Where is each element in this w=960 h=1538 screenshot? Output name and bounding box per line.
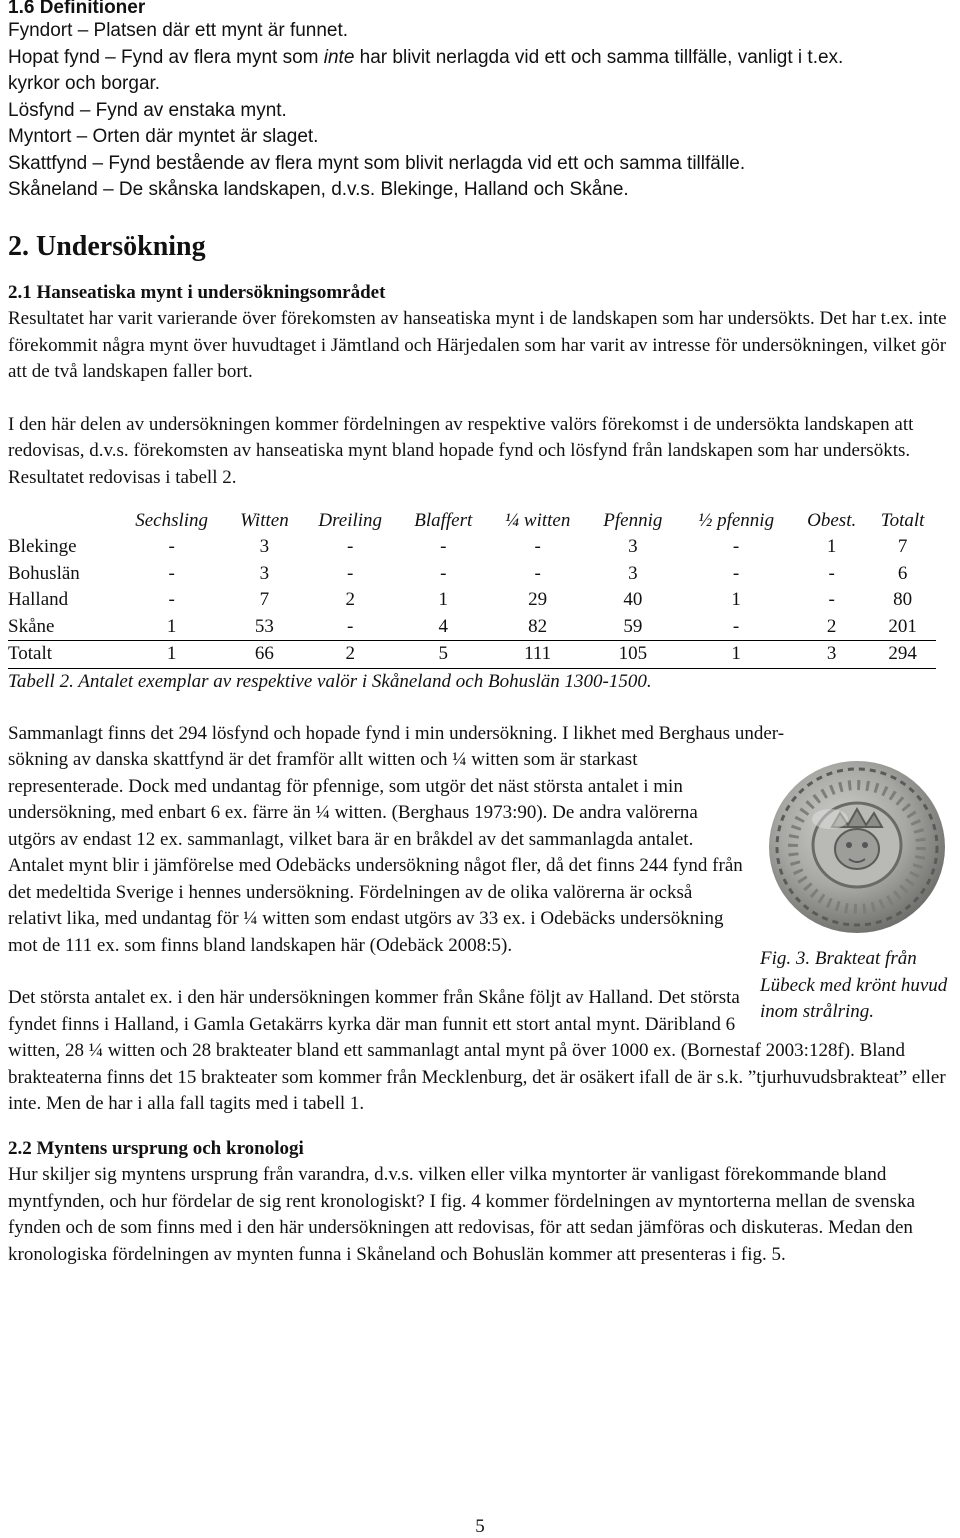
table-cell: -: [347, 615, 354, 637]
definitions-list: [8, 18, 956, 204]
table-cell: 1: [826, 536, 837, 558]
table-cell: 7: [897, 536, 908, 558]
definition-text: Myntort – Orten där myntet är slaget.: [8, 126, 319, 147]
table-cell: -: [732, 562, 740, 584]
table-total-row: [8, 641, 936, 669]
table-cell: 29: [528, 589, 548, 611]
table-cell: -: [168, 562, 175, 584]
table-cell: 3: [628, 562, 638, 584]
definition-line: [8, 124, 956, 151]
table-cell: -: [732, 536, 740, 558]
definition-line: [8, 71, 956, 98]
table-cell: 1: [731, 589, 741, 611]
table-caption: Tabell 2. Antalet exemplar av respektive valör i Skåneland och Bohuslän 1300-1500.: [8, 670, 652, 692]
table-cell: 5: [399, 641, 488, 669]
page-number: 5: [475, 1516, 485, 1537]
definitions-heading: 1.6 Definitioner: [8, 0, 146, 18]
paragraph: Det största antalet ex. i den här undersökningen kommer från Skåne följt av Halland. Det största fyndet finns i Halland, i Gamla Getakärrs kyrka där man funnit ett stort antal mynt. Däribland 6 witten, 28 ¼ witten och 28 brakteater bland ett sammanlagt antal mynt på över 1000 ex. (Bornestaf 2003:128f). Bland brakteaterna finns det 15 brakteater som kommer från Mecklenburg, det är osäkert ifall de är s.k. ”tjurhuvudsbrakteat” eller inte. Men de har i alla fall tagits med i tabell 1.: [8, 987, 946, 1114]
paragraph: I den här delen av undersökningen kommer fördelningen av respektive valörs förekomst i de undersökta landskapen att redovisas, d.v.s. förekomsten av hanseatiska mynt bland hopade fynd och lösfynd från landskapen som har undersökts. Resultatet redovisas i tabell 2.: [8, 413, 914, 488]
table-header: Blaffert: [414, 509, 473, 531]
table-cell: -: [440, 562, 447, 584]
table-cell: 80: [893, 589, 913, 611]
table-cell: -: [828, 562, 835, 584]
table-cell: 2: [826, 615, 837, 637]
table-header: [8, 507, 116, 534]
table-row-label: Bohuslän: [8, 562, 80, 584]
table-cell: -: [534, 536, 541, 558]
definition-text: har blivit nerlagda vid ett och samma tillfälle, vanligt i t.ex.: [354, 46, 844, 68]
table-cell: -: [440, 536, 447, 558]
figure-caption: Fig. 3. Brakteat från Lübeck med krönt huvud inom strålring.: [760, 948, 948, 1022]
paragraph: sökning av danska skattfynd är det framför allt witten och ¼ witten som är starkast representerade. Dock med undantag för pfennige, som utgör det näst största antalet i min undersökning, med enbart 6 ex. färre än ¼ witten. (Berghaus 1973:90). De andra valörerna utgörs av endast 12 ex. sammanlagt, vilket bara är en bråkdel av det sammanlagda antalet. Antalet mynt blir i jämförelse med Odebäcks undersökning något fler, då det finns 244 fynd från det medeltida Sverige i hennes undersökning. Fördelningen av de olika valörerna är också relativt lika, med undantag för ¼ witten som endast utgörs av 33 ex. i Odebäcks undersökning mot de 111 ex. som finns bland landskapen här (Odebäck 2008:5).: [8, 749, 743, 956]
definition-text: Skåneland – De skånska landskapen, d.v.s. Blekinge, Halland och Skåne.: [8, 179, 629, 200]
document-page: [8, 0, 956, 1268]
table-row-label: Halland: [8, 589, 69, 611]
table-row: [8, 534, 936, 561]
table-header: ½ pfennig: [698, 509, 775, 531]
subsection-heading: 2.2 Myntens ursprung och kronologi: [8, 1137, 304, 1159]
table-cell: 201: [888, 615, 917, 637]
table-cell: 1: [166, 615, 177, 637]
table-cell: 294: [869, 641, 936, 669]
table-cell: 1: [678, 641, 794, 669]
definition-emphasis: inte: [323, 46, 355, 68]
table-cell: -: [534, 562, 541, 584]
table-cell: -: [168, 589, 175, 611]
table-row-label: Totalt: [8, 641, 116, 669]
definition-line: [8, 18, 956, 45]
table-cell: 3: [628, 536, 638, 558]
table-header: Obest.: [807, 509, 857, 531]
table-cell: 6: [897, 562, 908, 584]
table-cell: 82: [528, 615, 548, 637]
table-row-label: Skåne: [8, 615, 55, 637]
paragraph: Hur skiljer sig myntens ursprung från varandra, d.v.s. vilken eller vilka myntorter är vanligast förekommande bland myntfynden, och hur fördelar de sig rent kronologiskt? I fig. 4 kommer fördelningen av myntorterna mellan de svenska fynden och de som finns med i den här undersökningen att redovisas, för att sedan jämföras och diskuteras. Medan den kronologiska fördelningen av mynten funna i Skåneland och Bohuslän kommer att presenteras i fig. 5.: [8, 1164, 915, 1265]
figure: [760, 749, 956, 1026]
table-cell: -: [347, 536, 354, 558]
table-cell: 4: [438, 615, 448, 637]
table-row: [8, 587, 936, 614]
table-cell: 3: [259, 536, 270, 558]
table-cell: 2: [345, 589, 355, 611]
table-cell: 3: [259, 562, 270, 584]
table-cell: 59: [623, 615, 643, 637]
definition-text: kyrkor och borgar.: [8, 73, 161, 94]
definition-text: Skattfynd – Fynd bestående av flera mynt som blivit nerlagda vid ett och samma tillfälle.: [8, 152, 746, 174]
table-header: Witten: [240, 509, 289, 531]
table-header: Dreiling: [318, 509, 383, 531]
definition-line: [8, 45, 956, 72]
definition-line: [8, 98, 956, 125]
definition-text: Hopat fynd – Fynd av flera mynt som: [8, 46, 324, 68]
table-header: Sechsling: [135, 509, 209, 531]
denomination-table: [8, 507, 936, 669]
section-heading: 2. Undersökning: [8, 230, 206, 262]
table-header: Totalt: [880, 509, 925, 531]
definition-line: [8, 151, 956, 178]
table-cell: 7: [259, 589, 270, 611]
table-header: ¼ witten: [504, 509, 571, 531]
definition-line: [8, 177, 956, 204]
table-cell: -: [732, 615, 740, 637]
table-cell: 3: [794, 641, 869, 669]
table-row: [8, 614, 936, 641]
table-cell: 105: [588, 641, 678, 669]
table-cell: 66: [227, 641, 301, 669]
table-cell: 1: [438, 589, 448, 611]
table-row: [8, 561, 936, 588]
table-cell: 1: [116, 641, 227, 669]
table-row-label: Blekinge: [8, 536, 77, 558]
definition-text: Fyndort – Platsen där ett mynt är funnet.: [8, 20, 349, 41]
paragraph: Resultatet har varit varierande över förekomsten av hanseatiska mynt i de landskapen som har undersökts. Det har t.ex. inte förekommit några mynt över huvudtaget i Jämtland och Härjedalen som har varit av intresse för undersökningen, vilket gör att de två landskapen faller bort.: [8, 308, 947, 382]
table-cell: -: [828, 589, 835, 611]
table-cell: -: [168, 536, 175, 558]
definition-text: Lösfynd – Fynd av enstaka mynt.: [8, 99, 287, 121]
subsection-heading: 2.1 Hanseatiska mynt i undersökningsområdet: [8, 281, 386, 303]
table-cell: 40: [623, 589, 643, 611]
table-cell: 2: [302, 641, 399, 669]
table-cell: 111: [488, 641, 588, 669]
paragraph: Sammanlagt finns det 294 lösfynd och hopade fynd i min undersökning. I likhet med Berghaus under-: [8, 722, 785, 744]
table-header-row: [8, 507, 936, 534]
table-cell: 53: [254, 615, 274, 637]
table-cell: -: [347, 562, 354, 584]
table-header: Pfennig: [603, 509, 663, 531]
bracteate-coin-image: [760, 749, 950, 939]
